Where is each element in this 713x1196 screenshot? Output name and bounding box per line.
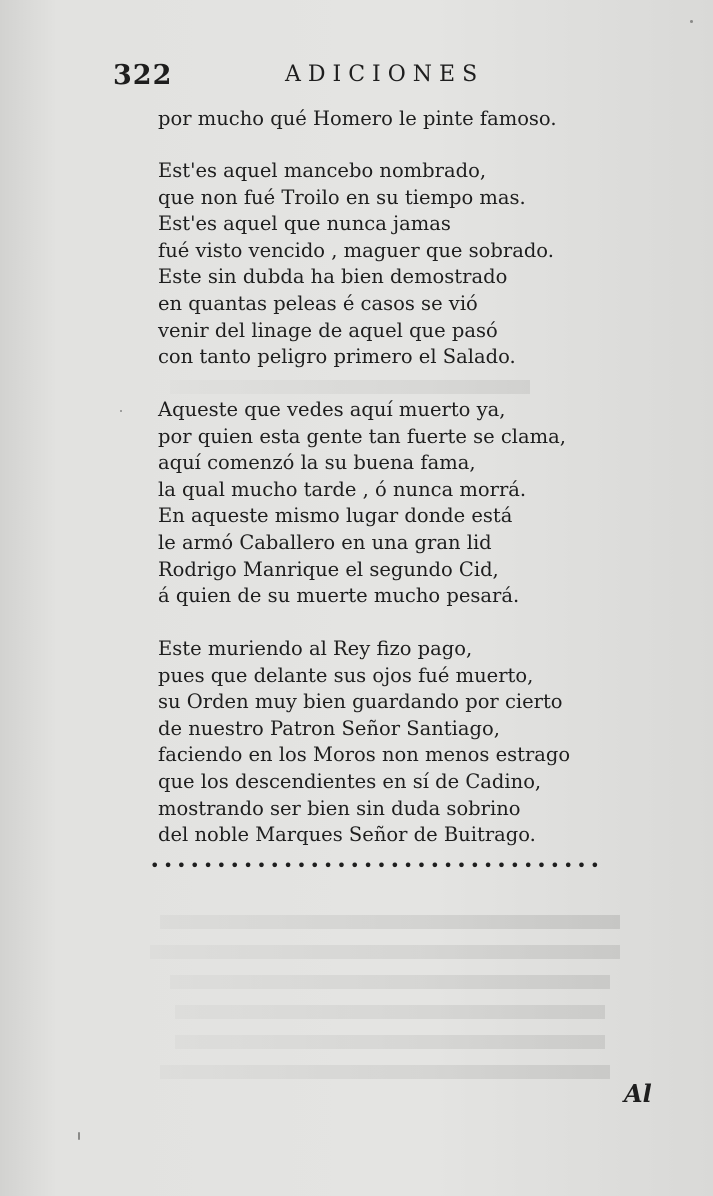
verse-line: venir del linage de aquel que pasó <box>158 318 498 342</box>
verse-line: En aqueste mismo lugar donde está <box>158 504 513 528</box>
verse-line: la qual mucho tarde , ó nunca morrá. <box>158 477 527 501</box>
lead-verse <box>158 106 628 133</box>
bleed-through-shadow <box>175 1005 605 1019</box>
verse-line: Rodrigo Manrique el segundo Cid, <box>158 557 499 581</box>
bleed-through-shadow <box>170 380 530 394</box>
dotted-separator: •••••••••••••••••••••••••••••••••• <box>150 856 604 875</box>
verse-line: fué visto vencido , maguer que sobrado. <box>158 238 554 262</box>
verse-line: Est'es aquel mancebo nombrado, <box>158 159 487 182</box>
verse-line: faciendo en los Moros non menos estrago <box>158 743 571 767</box>
bleed-through-shadow <box>170 975 610 989</box>
page-number: 322 <box>113 60 173 91</box>
verse-line: Est'es aquel que nunca jamas <box>158 212 451 236</box>
verse-line: su Orden muy bien guardando por cierto <box>158 690 563 714</box>
page-header <box>113 60 633 100</box>
verse-line: mostrando ser bien sin duda sobrino <box>158 796 521 820</box>
verse-line: le armó Caballero en una gran lid <box>158 530 492 554</box>
paper-speck <box>78 1132 80 1140</box>
bleed-through-shadow <box>175 1035 605 1049</box>
paper-speck <box>120 410 122 412</box>
verse-line: en quantas peleas é casos se vió <box>158 291 478 315</box>
bleed-through-shadow <box>160 1065 610 1079</box>
bleed-through-shadow <box>150 945 620 959</box>
catchword: Al <box>624 1079 652 1108</box>
paper-speck <box>690 20 693 23</box>
verse-line: que los descendientes en sí de Cadino, <box>158 769 542 793</box>
stanza-2 <box>158 397 628 610</box>
verse-line: Este sin dubda ha bien demostrado <box>158 265 508 289</box>
verse-line: pues que delante sus ojos fué muerto, <box>158 663 534 687</box>
verse-line: por quien esta gente tan fuerte se clama, <box>158 424 566 448</box>
verse-line: á quien de su muerte mucho pesará. <box>158 584 520 608</box>
verse-line: con tanto peligro primero el Salado. <box>158 345 516 369</box>
bleed-through-shadow <box>160 915 620 929</box>
stanza-1 <box>158 158 628 371</box>
verse-line: Aqueste que vedes aquí muerto ya, <box>158 398 506 421</box>
stanza-3 <box>158 636 628 849</box>
verse-line: aquí comenzó la su buena fama, <box>158 451 476 475</box>
running-head: ADICIONES <box>285 62 485 87</box>
verse-line: del noble Marques Señor de Buitrago. <box>158 823 536 847</box>
verse-line: que non fué Troilo en su tiempo mas. <box>158 185 526 209</box>
verse-line: de nuestro Patron Señor Santiago, <box>158 716 500 740</box>
verse-line: por mucho qué Homero le pinte famoso. <box>158 107 557 130</box>
verse-line: Este muriendo al Rey fizo pago, <box>158 637 473 660</box>
